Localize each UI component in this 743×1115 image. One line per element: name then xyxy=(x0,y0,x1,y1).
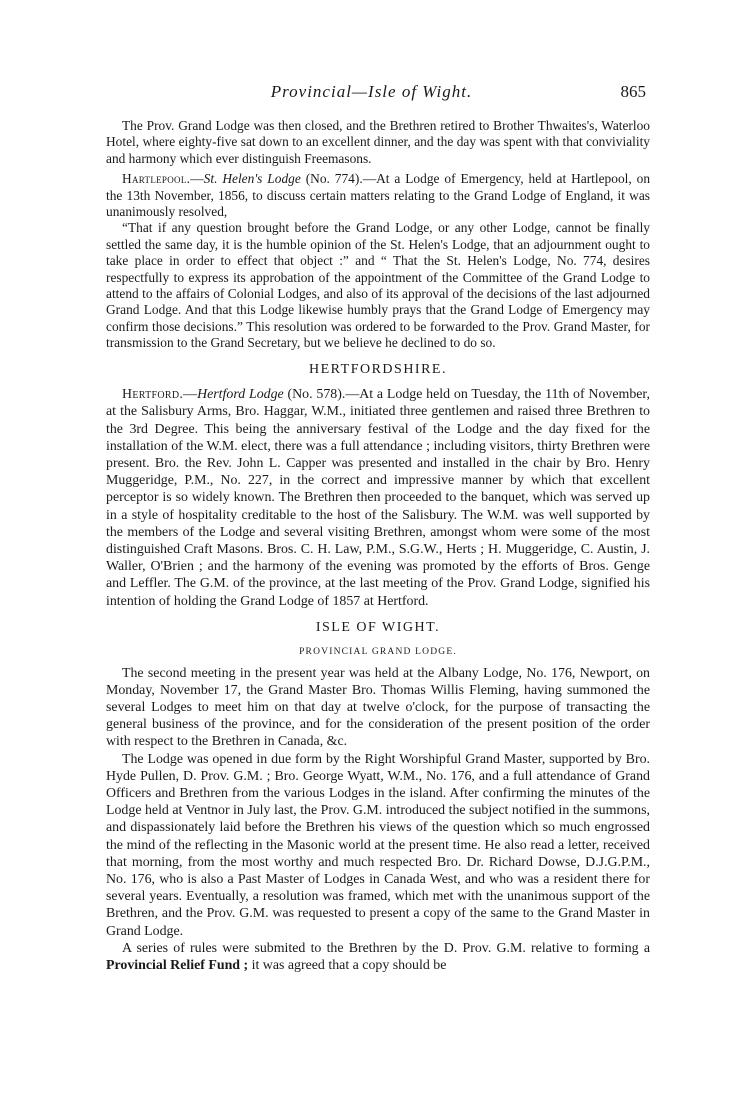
dash: — xyxy=(190,171,204,187)
section-heading-isle-of-wight: ISLE OF WIGHT. xyxy=(315,619,441,635)
running-title: Provincial—Isle of Wight. xyxy=(270,82,473,101)
lodge-number: (No. 578). xyxy=(283,387,346,403)
lodge-name: St. Helen's Lodge xyxy=(203,171,301,187)
paragraph-relief-fund xyxy=(106,940,650,974)
paragraph-hartlepool xyxy=(106,171,650,220)
paragraph-text: it was agreed that a copy should be xyxy=(248,958,447,973)
paragraph-text: —At a Lodge held on Tuesday, the 11th of November, at the Salisbury Arms, Bro. Haggar, W.M., initiated three gentlemen and raised three Brethren to the 3rd Degree. This being the anniversary festival of the Lodge and the day fixed for the installation of the W.M. elect, there was a full attendance ; including visitors, thirty Brethren were present. Bro. the Rev. John L. Capper was presented and installed in the chair by Bro. Henry Muggeridge, P.M., No. 227, in the correct and impressive manner by which that excellent perceptor is so widely known. The Brethren then proceeded to the banquet, which was served up in a style of hospitality creditable to the host of the Salisbury. The W.M. was well supported by the members of the Lodge and several visiting Brethren, amongst whom were some of the most distinguished Craft Masons. Bros. C. H. Law, P.M., S.G.W., Herts ; H. Muggeridge, C. Austin, J. Waller, O'Brien ; and the harmony of the evening was promoted by the efforts of Bros. Genge and Leffler. The G.M. of the province, at the last meeting of the Prov. Grand Lodge, signified his intention of holding the Grand Lodge of 1857 at Hertford. xyxy=(106,387,650,609)
paragraph-hertford xyxy=(106,386,650,610)
sub-heading-provincial-grand-lodge: PROVINCIAL GRAND LODGE. xyxy=(299,647,457,658)
paragraph-dinner: The Prov. Grand Lodge was then closed, and the Brethren retired to Brother Thwaites's, Waterloo Hotel, where eighty-five sat down to an excellent dinner, and the day was spent with that conviviality and harmony which ever distinguish Freemasons. xyxy=(106,118,650,166)
place-name: Hertford. xyxy=(122,387,184,403)
page-number: 865 xyxy=(620,82,646,101)
section-heading-hertfordshire: HERTFORDSHIRE. xyxy=(308,361,447,377)
article-body xyxy=(106,118,650,974)
paragraph-second-meeting: The second meeting in the present year was held at the Albany Lodge, No. 176, Newport, on Monday, November 17, the Grand Master Bro. Thomas Willis Fleming, having summoned the several Lodges to meet him on that day at twelve o'clock, for the purpose of transacting the general business of the province, and for the consideration of the present position of the order with respect to the Brethren in Canada, &c. xyxy=(106,665,650,750)
paragraph-text: A series of rules were submited to the Brethren by the D. Prov. G.M. relative to forming a xyxy=(122,940,650,956)
lodge-number: (No. 774). xyxy=(300,171,363,187)
relief-fund-bold: Provincial Relief Fund ; xyxy=(106,958,249,973)
paragraph-lodge-opened: The Lodge was opened in due form by the Right Worshipful Grand Master, supported by Bro. Hyde Pullen, D. Prov. G.M. ; Bro. George Wyatt, W.M., No. 176, and a full attendance of Grand Officers and Brethren from the various Lodges in the island. After confirming the minutes of the Lodge held at Ventnor in July last, the Prov. G.M. introduced the subject notified in the summons, and dispassionately laid before the Brethren his views of the question which so much engrossed the mind of the reflecting in the Masonic world at the present time. He also read a letter, received that morning, from the most worthy and much respected Bro. Dr. Richard Dowse, D.J.G.P.M., No. 176, who is also a Past Master of Lodges in Canada West, and who was a resident there for several years. Eventually, a resolution was framed, which met with the unanimous support of the Brethren, and the Prov. G.M. was requested to present a copy of the same to the Grand Master in Grand Lodge. xyxy=(106,751,650,939)
lodge-name: Hertford Lodge xyxy=(197,387,284,403)
page-header xyxy=(0,82,743,106)
paragraph-text: —At a Lodge of Emergency, held at Hartlepool, on the 13th November, 1856, to discuss certain matters relating to the Grand Lodge of England, it was unanimously resolved, xyxy=(106,171,651,220)
paragraph-resolution: “That if any question brought before the Grand Lodge, or any other Lodge, cannot be finally settled the same day, it is the humble opinion of the St. Helen's Lodge, that an adjournment ought to take place in order to effect that object :” and “ That the St. Helen's Lodge, No. 774, desires respectfully to express its approbation of the appointment of the Committee of the Grand Lodge to attend to the affairs of Colonial Lodges, and also of its approval of the decisions of the last adjourned Grand Lodge. And that this Lodge likewise humbly prays that the Grand Lodge of Emergency may confirm those decisions.” This resolution was ordered to be forwarded to the Prov. Grand Master, for transmission to the Grand Secretary, but we believe he declined to do so. xyxy=(106,220,650,351)
place-name: Hartlepool. xyxy=(122,171,191,187)
dash: — xyxy=(183,387,198,403)
